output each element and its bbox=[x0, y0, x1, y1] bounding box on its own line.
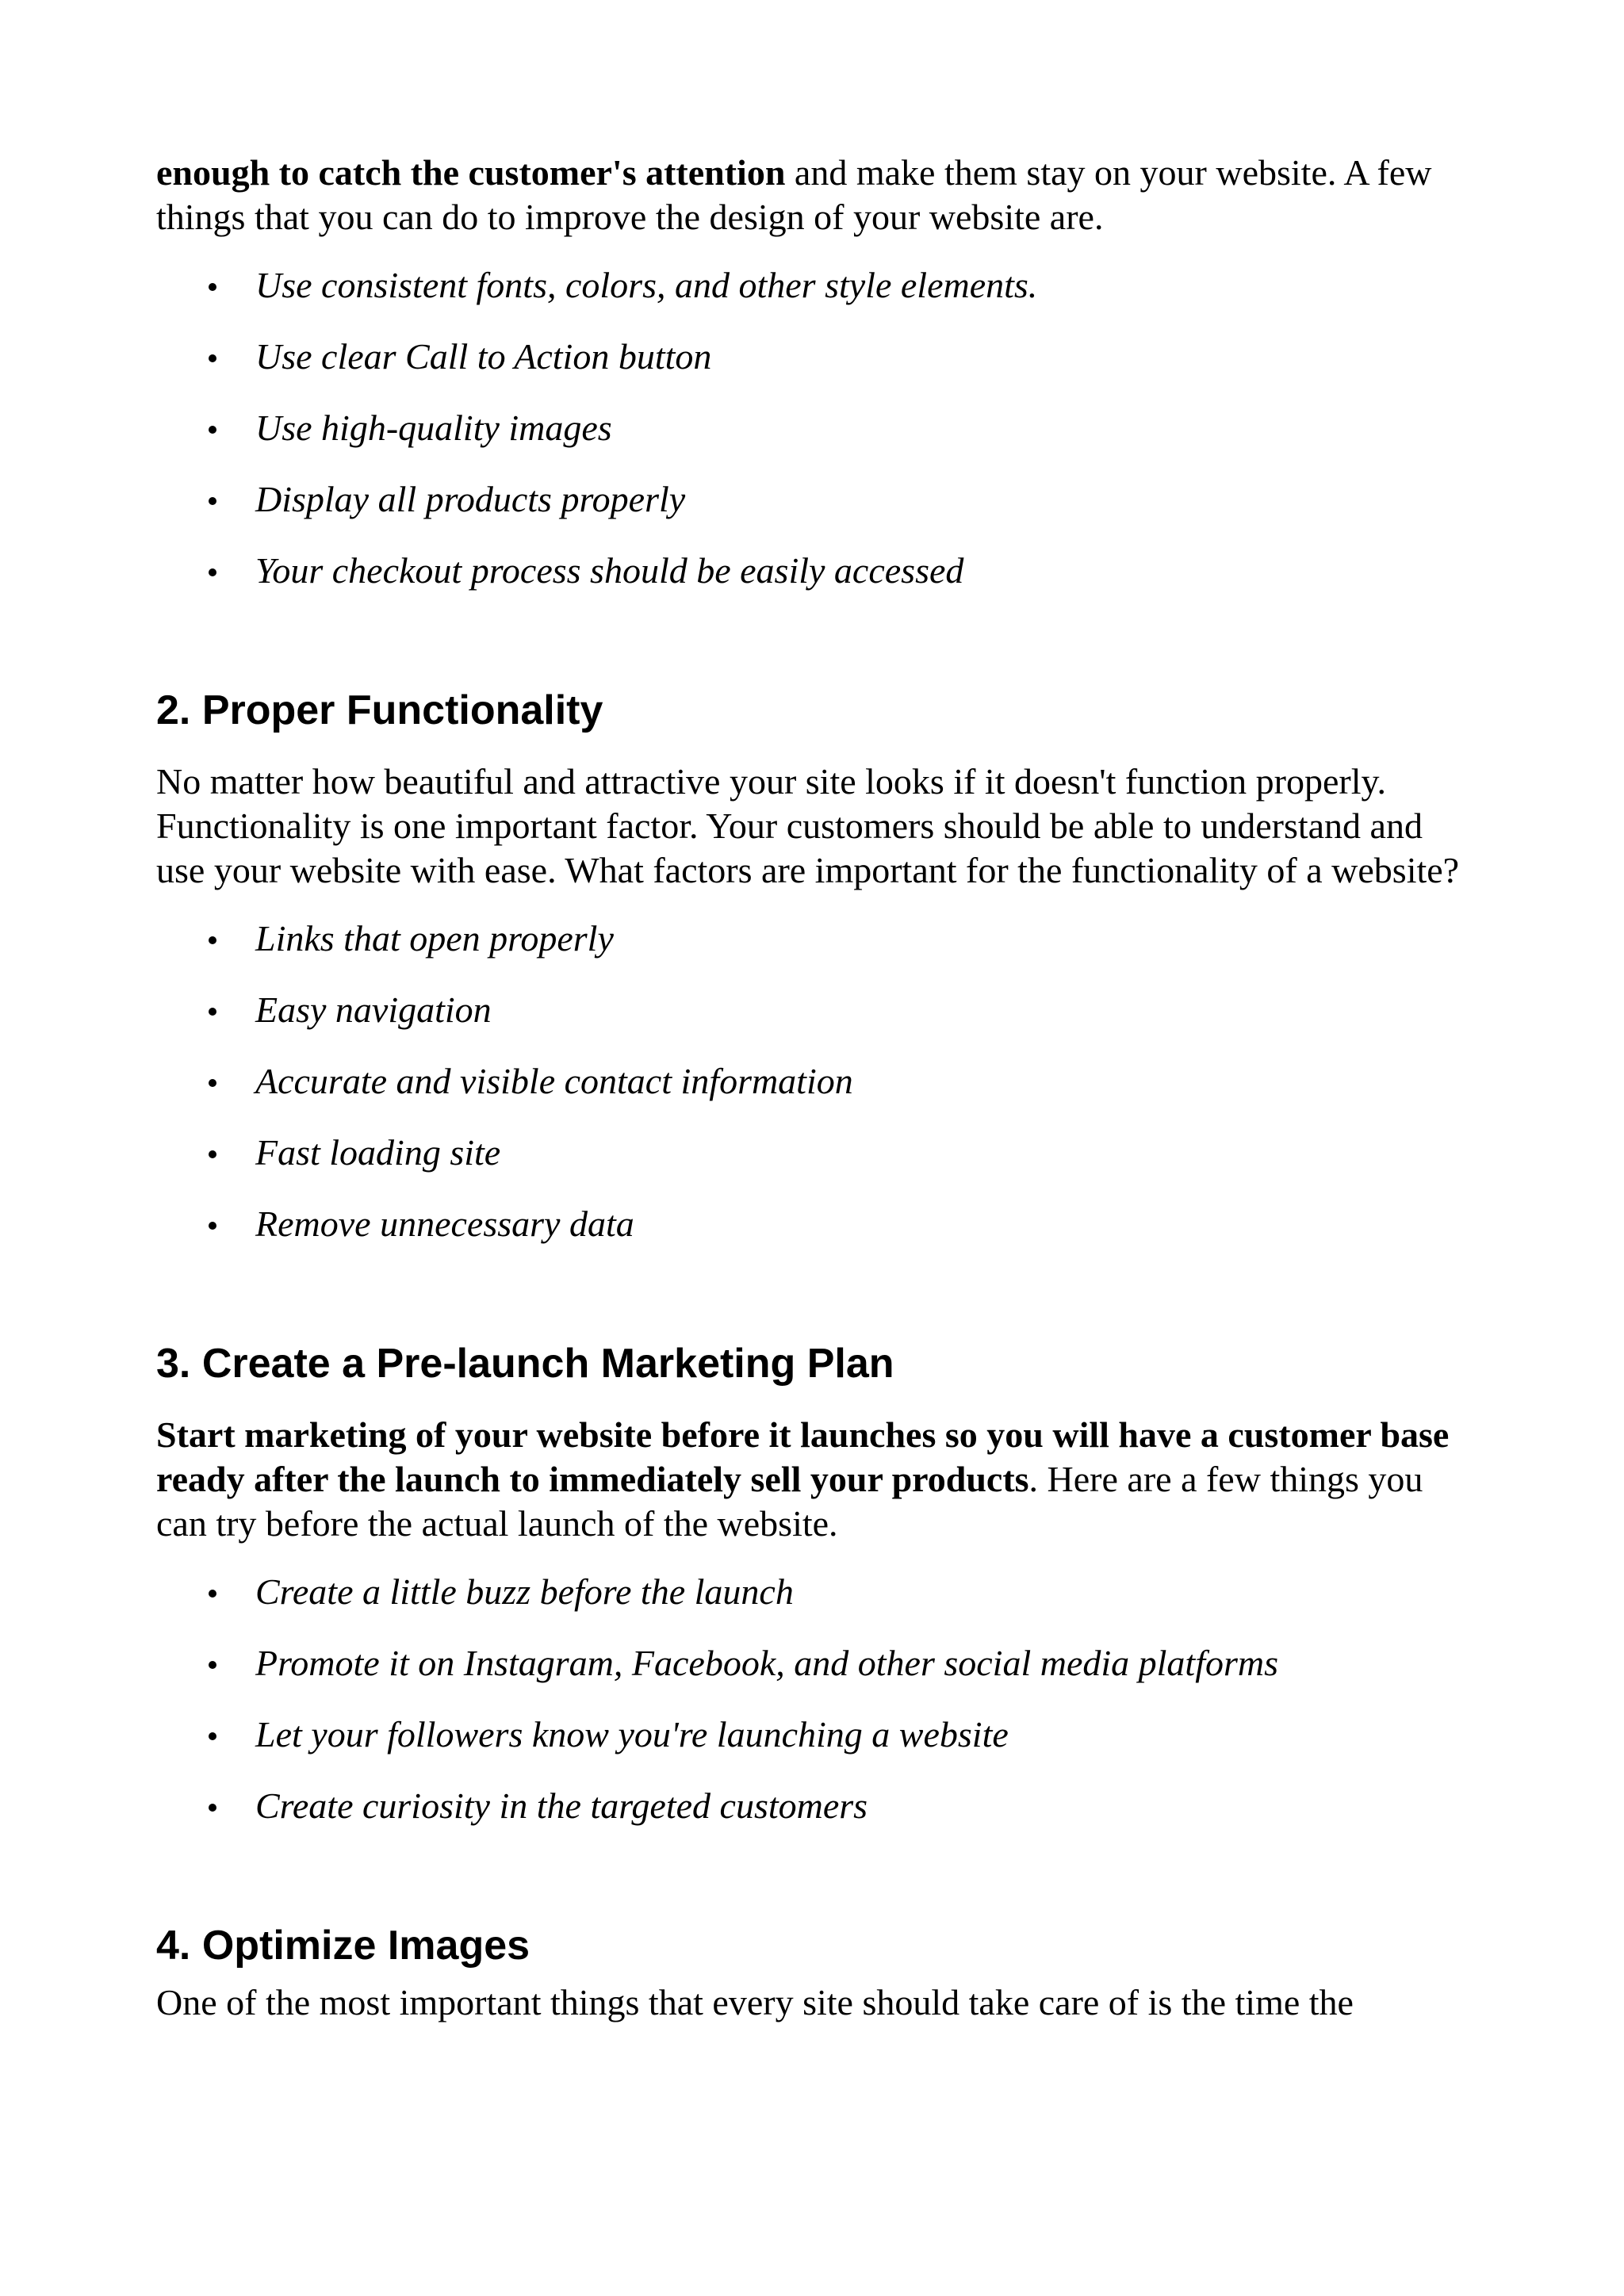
section-heading-prelaunch: 3. Create a Pre-launch Marketing Plan bbox=[156, 1341, 894, 1387]
list-item: Promote it on Instagram, Facebook, and other social media platforms bbox=[156, 1641, 1473, 1712]
prelaunch-list bbox=[156, 1570, 1473, 1855]
list-item: Easy navigation bbox=[156, 988, 1473, 1059]
list-item: Accurate and visible contact information bbox=[156, 1059, 1473, 1131]
prelaunch-text: . Here are a few things you can try before the actual launch of the website. bbox=[156, 1459, 1423, 1544]
prelaunch-paragraph bbox=[156, 1413, 1473, 1546]
design-tips-list bbox=[156, 263, 1473, 620]
functionality-paragraph: No matter how beautiful and attractive your site looks if it doesn't function properly. Functionality is one important factor. Your customers should be able to understand and use your website with ease. What factors are important for the functionality of a website? bbox=[156, 761, 1460, 890]
optimize-images-paragraph: One of the most important things that every site should take care of is the time the bbox=[156, 1982, 1354, 2022]
section-heading-optimize-images: 4. Optimize Images bbox=[156, 1923, 530, 1969]
design-intro-text: and make them stay on your website. A few things that you can do to improve the design of your website are. bbox=[156, 152, 1432, 237]
list-item: Let your followers know you're launching a website bbox=[156, 1712, 1473, 1784]
list-item: Use clear Call to Action button bbox=[156, 335, 1473, 406]
list-item: Use high-quality images bbox=[156, 406, 1473, 477]
functionality-list bbox=[156, 916, 1473, 1273]
document-page bbox=[156, 151, 1473, 2025]
design-intro-paragraph bbox=[156, 151, 1473, 239]
list-item: Fast loading site bbox=[156, 1131, 1473, 1202]
list-item: Create a little buzz before the launch bbox=[156, 1570, 1473, 1641]
list-item: Your checkout process should be easily accessed bbox=[156, 549, 1473, 620]
section-heading-functionality: 2. Proper Functionality bbox=[156, 687, 603, 733]
list-item: Display all products properly bbox=[156, 477, 1473, 549]
list-item: Create curiosity in the targeted customers bbox=[156, 1784, 1473, 1855]
prelaunch-bold: Start marketing of your website before it launches so you will have a customer base ready after the launch to immediately sell your products bbox=[156, 1414, 1450, 1499]
list-item: Use consistent fonts, colors, and other style elements. bbox=[156, 263, 1473, 335]
list-item: Remove unnecessary data bbox=[156, 1202, 1473, 1273]
list-item: Links that open properly bbox=[156, 916, 1473, 988]
design-intro-bold: enough to catch the customer's attention bbox=[156, 152, 786, 193]
